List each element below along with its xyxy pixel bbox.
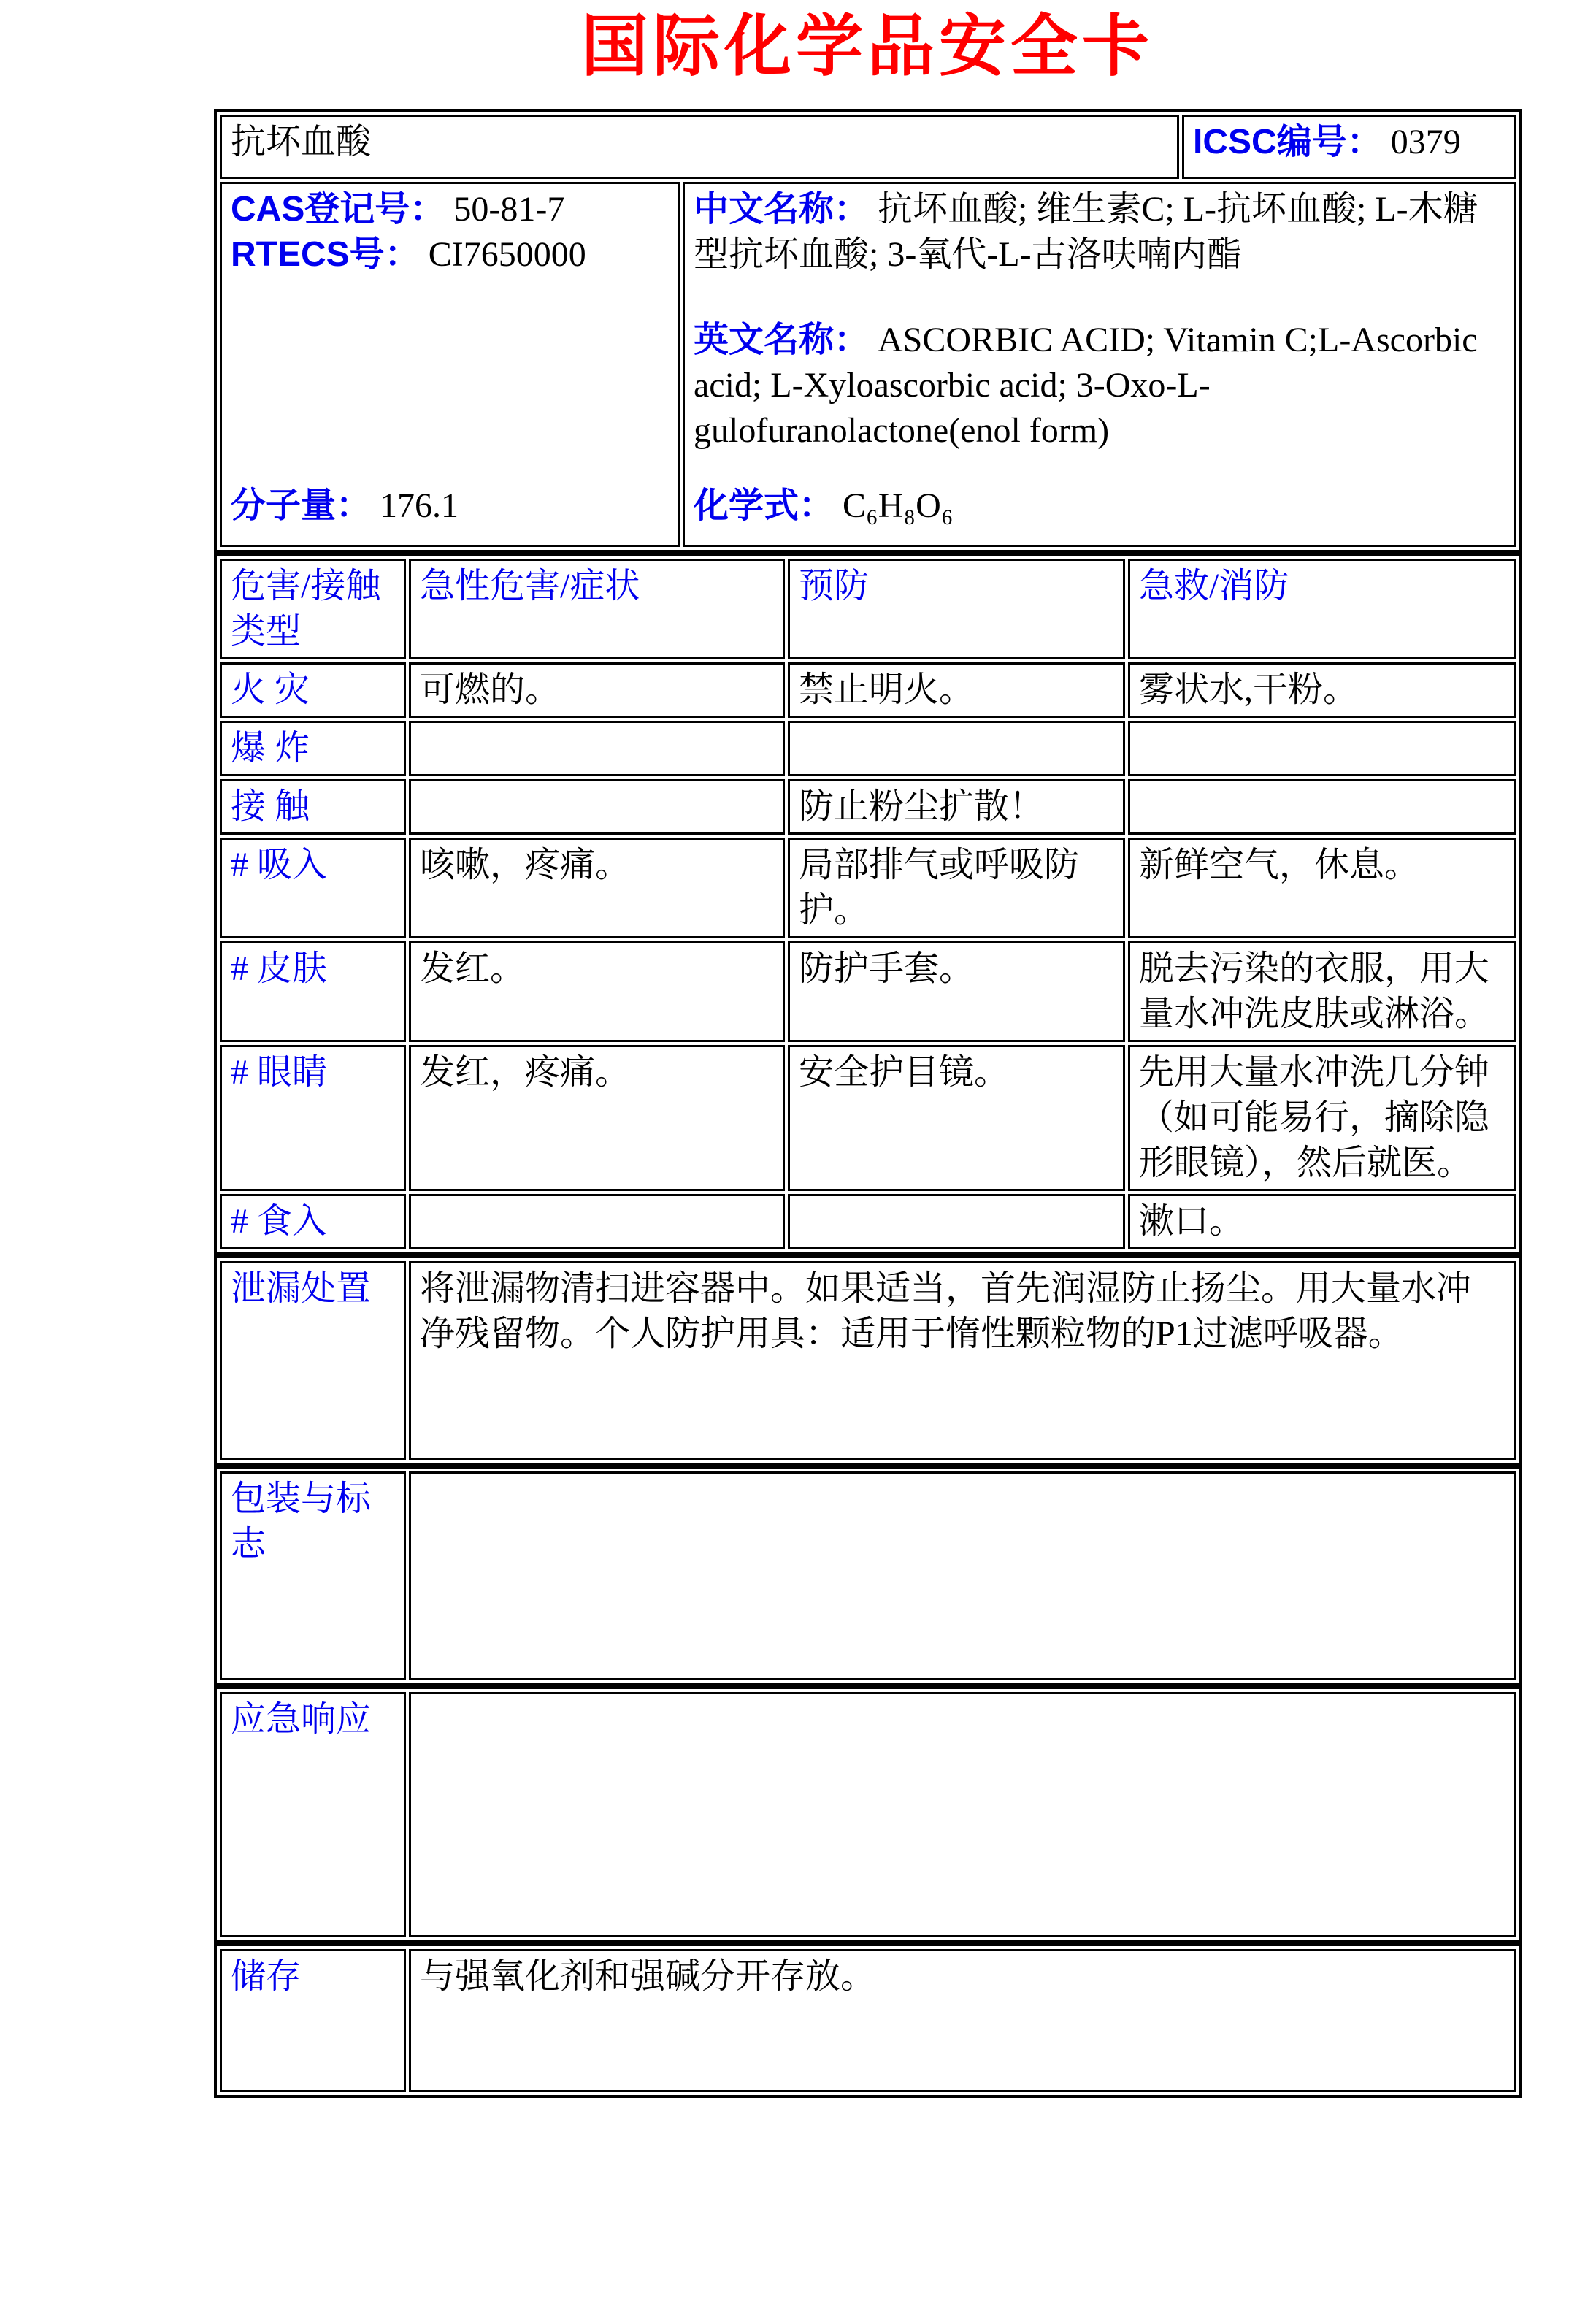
page-title: 国际化学品安全卡: [580, 9, 1154, 84]
col-header-firstaid: 急救/消防: [1128, 559, 1516, 659]
molecular-weight-value: 176.1: [380, 486, 459, 526]
prevention-cell: 禁止明火。: [788, 662, 1125, 718]
row-label-skin: # 皮肤: [220, 941, 406, 1042]
row-label-eyes: # 眼睛: [220, 1045, 406, 1191]
spacer: [231, 277, 669, 483]
hazard-row-inhalation: [220, 838, 1516, 938]
section-content-storage: 与强氧化剂和强碱分开存放。: [409, 1949, 1516, 2092]
rtecs-label: RTECS号：: [231, 235, 420, 275]
section-content-emergency: [409, 1692, 1516, 1937]
substance-name-cell: [220, 115, 1179, 179]
english-name-value: ASCORBIC ACID; Vitamin C;L-Ascorbic acid; L-Xyloascorbic acid; 3-Oxo-L-gulofuranolactone(enol form): [694, 321, 1478, 451]
symptoms-cell: 咳嗽，疼痛。: [409, 838, 785, 938]
hazard-row-explosion: [220, 721, 1516, 776]
row-label-ingestion: # 食入: [220, 1194, 406, 1249]
chem-id-table: [214, 109, 1522, 553]
prevention-cell: 防止粉尘扩散！: [788, 779, 1125, 835]
names-cell: [683, 182, 1516, 547]
rtecs-value: CI7650000: [428, 235, 586, 275]
hazard-row-contact: [220, 779, 1516, 835]
firstaid-cell: [1128, 779, 1516, 835]
hazard-row-eyes: [220, 1045, 1516, 1191]
registry-cell: [220, 182, 680, 547]
firstaid-cell: 新鲜空气，休息。: [1128, 838, 1516, 938]
cas-label: CAS登记号：: [231, 190, 445, 229]
prevention-cell: 安全护目镜。: [788, 1045, 1125, 1191]
cas-value: 50-81-7: [453, 190, 565, 229]
row-label-fire: 火 灾: [220, 662, 406, 718]
firstaid-cell: 脱去污染的衣服，用大量水冲洗皮肤或淋浴。: [1128, 941, 1516, 1042]
hazard-row-ingestion: [220, 1194, 1516, 1249]
firstaid-cell: 漱口。: [1128, 1194, 1516, 1249]
row-label-inhalation: # 吸入: [220, 838, 406, 938]
molecular-weight-line: [231, 483, 669, 529]
hazard-row-fire: [220, 662, 1516, 718]
registry-stack: [231, 187, 669, 529]
cas-line: [231, 187, 669, 232]
symptoms-cell: 发红。: [409, 941, 785, 1042]
symptoms-cell: 发红，疼痛。: [409, 1045, 785, 1191]
section-label-packaging: 包装与标志: [220, 1471, 406, 1680]
icsc-number: 0379: [1390, 123, 1461, 162]
english-name-label: 英文名称：: [694, 321, 870, 360]
rtecs-line: [231, 232, 669, 277]
section-label-storage: 储存: [220, 1949, 406, 2092]
firstaid-cell: 雾状水,干粉。: [1128, 662, 1516, 718]
hazard-type-line1: 危害/接触: [231, 567, 381, 606]
symptoms-cell: [409, 721, 785, 776]
section-row: [220, 1471, 1516, 1680]
formula-value: C₆H₈O₆: [843, 486, 954, 526]
col-header-hazard-type: [220, 559, 406, 659]
section-emergency: [214, 1686, 1522, 1943]
chinese-name-value: 抗坏血酸; 维生素C; L-抗坏血酸; L-木糖型抗坏血酸; 3-氧代-L-古洛呋喃内酯: [694, 190, 1478, 275]
identifiers-row: [220, 182, 1516, 547]
icsc-number-cell: [1182, 115, 1516, 179]
section-label-spillage: 泄漏处置: [220, 1261, 406, 1460]
substance-header-row: [220, 115, 1516, 179]
icsc-label: ICSC编号：: [1193, 123, 1382, 162]
firstaid-cell: [1128, 721, 1516, 776]
document-body: [214, 0, 1521, 2098]
english-name-paragraph: [694, 318, 1505, 453]
prevention-cell: [788, 721, 1125, 776]
hazard-row-skin: [220, 941, 1516, 1042]
row-label-contact: 接 触: [220, 779, 406, 835]
section-storage: [214, 1943, 1522, 2098]
symptoms-cell: [409, 1194, 785, 1249]
molecular-weight-label: 分子量：: [231, 486, 372, 526]
section-packaging: [214, 1466, 1522, 1686]
hazard-header-row: [220, 559, 1516, 659]
names-stack: [694, 187, 1505, 529]
section-row: [220, 1692, 1516, 1937]
col-header-prevention: 预防: [788, 559, 1125, 659]
formula-line: [694, 483, 1505, 529]
prevention-cell: 局部排气或呼吸防护。: [788, 838, 1125, 938]
hazard-type-line2: 类型: [231, 612, 302, 651]
symptoms-cell: [409, 779, 785, 835]
chinese-name-paragraph: [694, 187, 1505, 277]
row-label-explosion: 爆 炸: [220, 721, 406, 776]
section-content-packaging: [409, 1471, 1516, 1680]
substance-name: 抗坏血酸: [231, 123, 372, 162]
firstaid-cell: 先用大量水冲洗几分钟（如可能易行，摘除隐形眼镜），然后就医。: [1128, 1045, 1516, 1191]
hazard-table: [214, 553, 1522, 1255]
prevention-cell: 防护手套。: [788, 941, 1125, 1042]
symptoms-cell: 可燃的。: [409, 662, 785, 718]
spacer: [694, 453, 1505, 483]
section-row: [220, 1261, 1516, 1460]
section-content-spillage: 将泄漏物清扫进容器中。如果适当，首先润湿防止扬尘。用大量水冲净残留物。个人防护用具：适用于惰性颗粒物的P1过滤呼吸器。: [409, 1261, 1516, 1460]
section-row: [220, 1949, 1516, 2092]
section-spillage: [214, 1255, 1522, 1466]
formula-label: 化学式：: [694, 486, 835, 526]
prevention-cell: [788, 1194, 1125, 1249]
section-label-emergency: 应急响应: [220, 1692, 406, 1937]
col-header-symptoms: 急性危害/症状: [409, 559, 785, 659]
chinese-name-label: 中文名称：: [694, 190, 870, 229]
